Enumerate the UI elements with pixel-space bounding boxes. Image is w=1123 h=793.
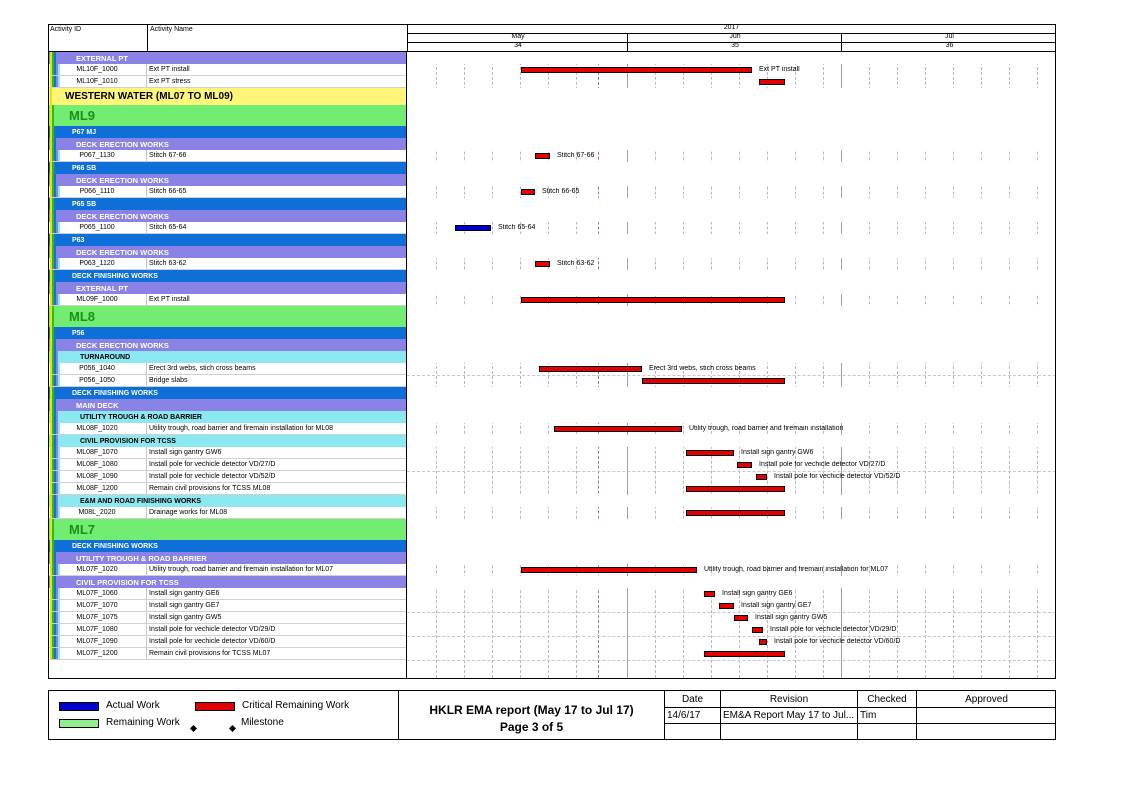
wbs-row[interactable] [48, 162, 407, 174]
activity-id: ML08F_1200 [76, 485, 118, 492]
wbs-band [407, 198, 1056, 210]
activity-row[interactable] [48, 471, 407, 483]
activity-id: ML07F_1090 [76, 638, 118, 645]
activity-name: Ext PT install [149, 66, 190, 73]
bar-label: Erect 3rd webs, stich cross beams [649, 365, 756, 372]
activity-id: ML07F_1020 [76, 566, 118, 573]
activity-row[interactable] [48, 222, 407, 234]
bar-label: Utility trough, road barrier and firemain installation for ML07 [704, 566, 889, 573]
critical-work-bar[interactable] [737, 462, 752, 468]
week-36: 36 [945, 42, 954, 49]
wbs-row[interactable] [48, 234, 407, 246]
bar-label: Install sign gantry GW5 [755, 614, 828, 621]
wbs-band [407, 327, 1056, 339]
grid-hline [407, 660, 1056, 661]
activity-id: ML08F_1090 [76, 473, 118, 480]
wbs-row[interactable] [48, 210, 407, 222]
activity-row[interactable] [48, 258, 407, 270]
activity-row[interactable] [48, 600, 407, 612]
wbs-band [407, 435, 1056, 447]
wbs-row[interactable] [48, 52, 407, 64]
activity-id: ML07F_1075 [76, 614, 118, 621]
wbs-label: DECK ERECTION WORKS [76, 175, 169, 185]
bar-label: Install pole for vechicle detector VD/60/D [774, 638, 901, 645]
bar-label: Install sign gantry GE7 [741, 602, 812, 609]
critical-work-bar[interactable] [521, 567, 697, 573]
report-title: HKLR EMA report (May 17 to Jul 17) [429, 703, 634, 717]
activity-row[interactable] [48, 636, 407, 648]
activity-name: Install sign gantry GW5 [149, 614, 222, 621]
activity-name: Remain civil provisions for TCSS ML08 [149, 485, 271, 492]
activity-row[interactable] [48, 375, 407, 387]
revision-table [665, 691, 1056, 739]
bar-label: Ext PT install [759, 66, 800, 73]
wbs-label: E&M AND ROAD FINISHING WORKS [80, 497, 202, 505]
activity-id: ML08F_1080 [76, 461, 118, 468]
activity-id: ML10F_1010 [76, 78, 118, 85]
critical-work-bar[interactable] [719, 603, 734, 609]
wbs-label: EXTERNAL PT [76, 53, 128, 63]
activity-row[interactable] [48, 624, 407, 636]
month-jun: Jun [729, 33, 741, 40]
critical-work-bar[interactable] [704, 651, 785, 657]
critical-work-bar[interactable] [521, 189, 535, 195]
bar-label: Install pole for vechicle detector VD/29/D [770, 626, 897, 633]
activity-name: Utility trough, road barrier and firemain installation for ML07 [149, 566, 334, 573]
critical-work-bar[interactable] [734, 615, 748, 621]
wbs-row[interactable] [48, 339, 407, 351]
wbs-row[interactable] [48, 138, 407, 150]
wbs-band [407, 246, 1056, 258]
critical-work-bar[interactable] [539, 366, 642, 372]
remaining-work-label: Remaining Work [106, 717, 180, 728]
wbs-band [407, 351, 1056, 363]
activity-name: Bridge slabs [149, 377, 188, 384]
checked-header: Checked [867, 694, 907, 705]
activity-id: ML08F_1070 [76, 449, 118, 456]
wbs-band [407, 270, 1056, 282]
activity-row[interactable] [48, 588, 407, 600]
activity-id: ML07F_1060 [76, 590, 118, 597]
wbs-row[interactable] [48, 198, 407, 210]
wbs-band [407, 519, 1056, 540]
critical-work-bar[interactable] [521, 67, 752, 73]
wbs-band [407, 210, 1056, 222]
grid-hline [407, 636, 1056, 637]
checked-value: Tim [860, 710, 877, 721]
bar-label: Utility trough, road barrier and firemain installation [689, 425, 844, 432]
wbs-label: ML7 [69, 522, 95, 537]
activity-name: Stitch 67-66 [149, 152, 187, 159]
wbs-label: ML9 [69, 108, 95, 123]
critical-work-label: Critical Remaining Work [242, 700, 350, 711]
wbs-band [407, 162, 1056, 174]
year-label: 2017 [723, 24, 740, 31]
activity-name: Drainage works for ML08 [149, 509, 228, 516]
month-may: May [511, 33, 525, 40]
critical-work-bar[interactable] [759, 639, 767, 645]
critical-work-bar[interactable] [704, 591, 715, 597]
wbs-row[interactable] [48, 519, 407, 540]
wbs-label: DECK ERECTION WORKS [76, 340, 169, 350]
wbs-row[interactable] [48, 411, 407, 423]
activity-id: P056_1040 [79, 365, 115, 372]
wbs-band [407, 105, 1056, 126]
critical-work-bar[interactable] [756, 474, 767, 480]
critical-work-bar[interactable] [686, 450, 734, 456]
actual-work-bar[interactable] [455, 225, 491, 231]
activity-row[interactable] [48, 186, 407, 198]
wbs-label: WESTERN WATER (ML07 TO ML09) [65, 91, 233, 102]
activity-name: Install pole for vechicle detector VD/60/D [149, 638, 276, 645]
wbs-label: DECK ERECTION WORKS [76, 211, 169, 221]
activity-row[interactable] [48, 483, 407, 495]
activity-name-header: Activity Name [150, 26, 193, 33]
wbs-row[interactable] [48, 88, 407, 105]
grid-hline [407, 612, 1056, 613]
revision-header: Revision [769, 694, 809, 705]
wbs-row[interactable] [48, 435, 407, 447]
activity-name: Install pole for vechicle detector VD/29/D [149, 626, 276, 633]
activity-id: P066_1110 [79, 188, 115, 195]
week-34: 34 [514, 42, 522, 49]
wbs-band [407, 52, 1056, 64]
milestone-diamond-icon [229, 719, 236, 726]
report-title-block [399, 691, 664, 739]
wbs-row[interactable] [48, 282, 407, 294]
bar-label: Stitch 67-66 [557, 152, 595, 159]
wbs-label: DECK FINISHING WORKS [72, 389, 158, 397]
activity-row[interactable] [48, 294, 407, 306]
activity-row[interactable] [48, 363, 407, 375]
wbs-row[interactable] [48, 495, 407, 507]
activity-id: ML07F_1070 [76, 602, 118, 609]
wbs-label: P56 [72, 329, 85, 337]
bar-label: Install sign gantry GE6 [722, 590, 793, 597]
wbs-label: EXTERNAL PT [76, 283, 128, 293]
wbs-band [407, 88, 1056, 105]
wbs-label: MAIN DECK [76, 400, 119, 410]
activity-id: P065_1100 [79, 224, 115, 231]
activity-name: Stitch 66-65 [149, 188, 187, 195]
activity-name: Install pole for vechicle detector VD/27/D [149, 461, 276, 468]
activity-name: Ext PT install [149, 296, 190, 303]
wbs-band [407, 306, 1056, 327]
wbs-label: P65 SB [72, 200, 97, 208]
activity-header [48, 24, 407, 52]
activity-id: P056_1050 [79, 377, 115, 384]
wbs-label: UTILITY TROUGH & ROAD BARRIER [76, 553, 207, 563]
legend [49, 691, 398, 739]
critical-work-bar[interactable] [686, 510, 785, 516]
activity-row[interactable] [48, 507, 407, 519]
activity-name: Install pole for vechicle detector VD/52/D [149, 473, 276, 480]
activity-row[interactable] [48, 64, 407, 76]
wbs-label: CIVIL PROVISION FOR TCSS [80, 437, 176, 445]
activity-id: M08L_2020 [78, 509, 116, 516]
actual-work-label: Actual Work [106, 700, 160, 711]
activity-row[interactable] [48, 648, 407, 660]
milestone-label: Milestone [241, 717, 284, 728]
wbs-row[interactable] [48, 270, 407, 282]
activity-name: Ext PT stress [149, 78, 191, 85]
activity-name: Stitch 65-64 [149, 224, 187, 231]
wbs-label: UTILITY TROUGH & ROAD BARRIER [80, 413, 202, 421]
bar-label: Install pole for vechicle detector VD/52/D [774, 473, 901, 480]
wbs-row[interactable] [48, 387, 407, 399]
wbs-row[interactable] [48, 246, 407, 258]
wbs-row[interactable] [48, 126, 407, 138]
wbs-label: DECK ERECTION WORKS [76, 139, 169, 149]
wbs-label: DECK FINISHING WORKS [72, 272, 158, 280]
wbs-row[interactable] [48, 540, 407, 552]
wbs-band [407, 234, 1056, 246]
critical-work-bar[interactable] [554, 426, 682, 432]
bar-label: Install pole for vechicle detector VD/27/D [759, 461, 886, 468]
remaining-diamond-icon [190, 719, 197, 726]
activity-row[interactable] [48, 459, 407, 471]
activity-row[interactable] [48, 612, 407, 624]
wbs-row[interactable] [48, 306, 407, 327]
revision-value: EM&A Report May 17 to Jul... [723, 710, 855, 721]
critical-work-bar[interactable] [759, 79, 785, 85]
activity-name: Install sign gantry GE6 [149, 590, 220, 597]
bar-label: Stitch 63-62 [557, 260, 595, 267]
bar-label: Install sign gantry GW6 [741, 449, 814, 456]
critical-work-bar[interactable] [686, 486, 785, 492]
wbs-row[interactable] [48, 174, 407, 186]
wbs-label: CIVIL PROVISION FOR TCSS [76, 577, 179, 587]
activity-row[interactable] [48, 150, 407, 162]
activity-id: ML10F_1000 [76, 66, 118, 73]
activity-id: P067_1130 [79, 152, 115, 159]
critical-work-bar[interactable] [521, 297, 785, 303]
activity-row[interactable] [48, 423, 407, 435]
approved-header: Approved [965, 694, 1008, 705]
grid-hline [407, 471, 1056, 472]
activity-id: ML07F_1080 [76, 626, 118, 633]
timescale-header [407, 24, 1056, 52]
footer-block [48, 690, 1056, 740]
activity-id: ML07F_1200 [76, 650, 118, 657]
wbs-row[interactable] [48, 327, 407, 339]
wbs-band [407, 552, 1056, 564]
bar-label: Stitch 65-64 [498, 224, 536, 231]
critical-work-bar[interactable] [535, 153, 550, 159]
activity-id: ML08F_1020 [76, 425, 118, 432]
activity-name: Utility trough, road barrier and firemain installation for ML08 [149, 425, 334, 432]
activity-name: Remain civil provisions for TCSS ML07 [149, 650, 271, 657]
wbs-label: TURNAROUND [80, 353, 131, 361]
page-number: Page 3 of 5 [499, 720, 564, 734]
bar-label: Stitch 66-65 [542, 188, 580, 195]
date-header: Date [681, 694, 704, 705]
wbs-band [407, 174, 1056, 186]
grid-hline [407, 375, 1056, 376]
actual-work-swatch [59, 702, 99, 711]
date-value: 14/6/17 [667, 710, 701, 721]
wbs-row[interactable] [48, 351, 407, 363]
wbs-row[interactable] [48, 552, 407, 564]
wbs-row[interactable] [48, 105, 407, 126]
wbs-row[interactable] [48, 576, 407, 588]
wbs-label: P67 MJ [72, 128, 97, 136]
month-jul: Jul [945, 33, 954, 40]
wbs-band [407, 576, 1056, 588]
activity-row[interactable] [48, 564, 407, 576]
wbs-band [407, 138, 1056, 150]
activity-name: Stitch 63-62 [149, 260, 187, 267]
wbs-band [407, 540, 1056, 552]
critical-work-swatch [195, 702, 235, 711]
wbs-band [407, 282, 1056, 294]
wbs-band [407, 126, 1056, 138]
wbs-band [407, 339, 1056, 351]
activity-id: P063_1120 [79, 260, 115, 267]
wbs-label: ML8 [69, 309, 95, 324]
wbs-label: P63 [72, 236, 85, 244]
activity-row[interactable] [48, 447, 407, 459]
critical-work-bar[interactable] [535, 261, 550, 267]
remaining-work-swatch [59, 719, 99, 728]
activity-id: ML09F_1000 [76, 296, 118, 303]
critical-work-bar[interactable] [752, 627, 763, 633]
week-35: 35 [731, 42, 739, 49]
wbs-band [407, 411, 1056, 423]
activity-name: Install sign gantry GW6 [149, 449, 222, 456]
critical-work-bar[interactable] [642, 378, 785, 384]
wbs-label: P66 SB [72, 164, 97, 172]
activity-name: Erect 3rd webs, stich cross beams [149, 365, 256, 372]
activity-id-header: Activity ID [50, 26, 82, 33]
wbs-band [407, 399, 1056, 411]
wbs-row[interactable] [48, 399, 407, 411]
activity-row[interactable] [48, 76, 407, 88]
wbs-band [407, 387, 1056, 399]
wbs-label: DECK FINISHING WORKS [72, 542, 158, 550]
wbs-band [407, 495, 1056, 507]
activity-name: Install sign gantry GE7 [149, 602, 220, 609]
wbs-label: DECK ERECTION WORKS [76, 247, 169, 257]
